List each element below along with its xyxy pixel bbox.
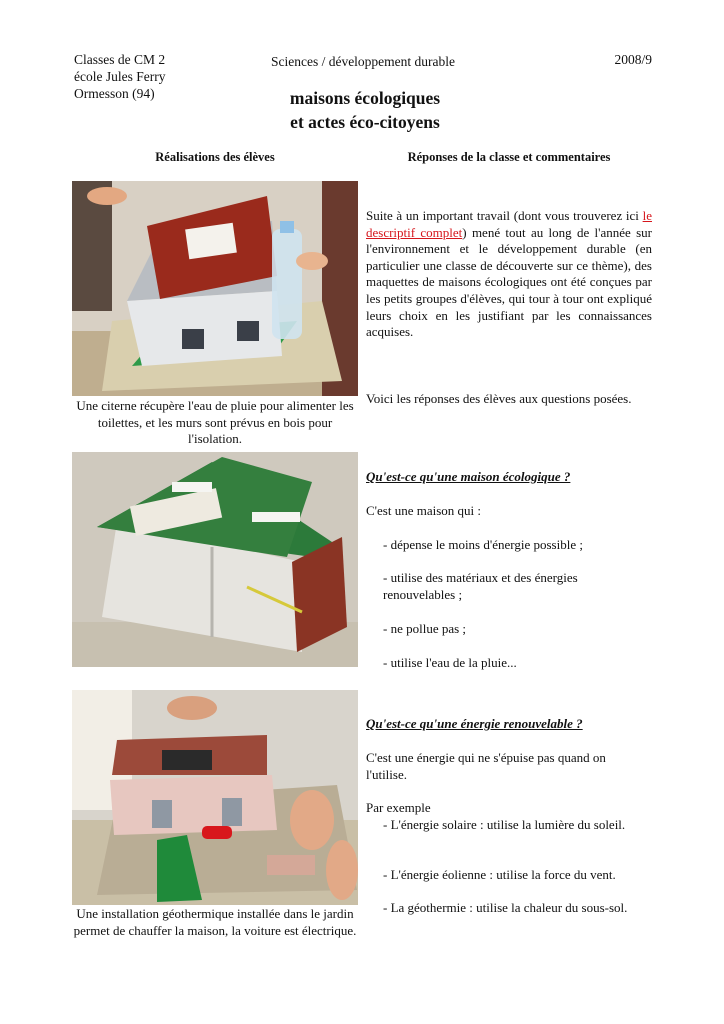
q2-example-intro: Par exemple xyxy=(366,800,431,815)
intro-text-after-link: ) mené tout au long de l'année sur l'environnement et le développement durable (en particulier une classe de découverte sur ce thème), des maquettes de maisons écologiques ont été conçues par les petits groupes d'élèves, qui tour à tour ont expliqué leurs choix en les justifiant par les connaissances acquises. xyxy=(366,224,653,340)
school-line: Classes de CM 2 xyxy=(74,52,166,67)
q1-answer-intro: C'est une maison qui : xyxy=(366,503,482,518)
descriptif-link[interactable]: le descriptif complet xyxy=(366,208,652,240)
page-title xyxy=(200,86,530,134)
caption-photo-3: Une installation géothermique installée dans le jardin permet de chauffer la maison, la voiture est électrique. xyxy=(73,906,357,938)
question-maison-ecologique: Qu'est-ce qu'une maison écologique ? xyxy=(366,469,571,484)
q1-item: - utilise des matériaux et des énergies renouvelables ; xyxy=(383,570,578,602)
question-energie-renouvelable: Qu'est-ce qu'une énergie renouvelable ? xyxy=(366,716,583,731)
school-line: Ormesson (94) xyxy=(74,86,155,101)
photo-house-rainwater xyxy=(72,181,358,396)
answers-intro: Voici les réponses des élèves aux questions posées. xyxy=(366,391,632,406)
title-line: et actes éco-citoyens xyxy=(290,112,440,132)
left-column-heading: Réalisations des élèves xyxy=(155,150,275,164)
q2-item: - L'énergie solaire : utilise la lumière du soleil. xyxy=(383,817,626,832)
photo-house-green-roof xyxy=(72,452,358,667)
q1-item: - ne pollue pas ; xyxy=(383,621,467,636)
photo-house-geothermal xyxy=(72,690,358,905)
school-year: 2008/9 xyxy=(614,52,652,67)
q2-answer: C'est une énergie qui ne s'épuise pas quand on l'utilise. xyxy=(366,750,606,782)
school-line: école Jules Ferry xyxy=(74,69,166,84)
subject: Sciences / développement durable xyxy=(270,54,456,69)
intro-text-before-link: Suite à un important travail (dont vous trouverez ici xyxy=(366,208,643,223)
right-column-heading: Réponses de la classe et commentaires xyxy=(407,150,611,164)
title-line: maisons écologiques xyxy=(289,88,441,108)
intro-paragraph xyxy=(366,208,652,341)
q1-item: - dépense le moins d'énergie possible ; xyxy=(383,537,583,552)
caption-photo-1: Une citerne récupère l'eau de pluie pour alimenter les toilettes, et les murs sont prévus en bois pour l'isolation. xyxy=(76,398,354,447)
q2-item: - L'énergie éolienne : utilise la force du vent. xyxy=(383,867,616,882)
q2-item: - La géothermie : utilise la chaleur du sous-sol. xyxy=(383,900,628,915)
q1-item: - utilise l'eau de la pluie... xyxy=(383,655,517,670)
